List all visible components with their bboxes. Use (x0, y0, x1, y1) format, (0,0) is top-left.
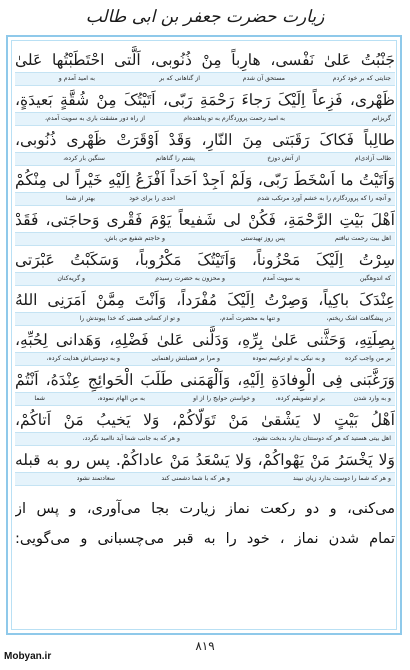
instruction-line-1: می‌کنی، و دو رکعت نماز زیارت بجا می‌آوری، و پس از (15, 501, 395, 517)
translation-band (15, 432, 395, 446)
translation-fragment: به امید آمدم و (58, 75, 95, 82)
page-number: ۸۱۹ (195, 639, 215, 653)
arabic-text: اَهْلَ بَیْتِ الرَّحْمَةِ، فَکُنْ لی شَفیعاً یَوْمَ فَقْری وَحاجَتی، فَقَدْ (15, 211, 395, 229)
translation-fragment: به سویت آمدم (262, 275, 300, 282)
translation-fragment: و حاجتم شفیع من باش، (103, 235, 165, 242)
translation-fragment: بهتر از شما (65, 195, 95, 202)
translation-band (15, 152, 395, 166)
translation-fragment: بر او تشویقم کرده، (275, 395, 325, 402)
arabic-text: وَلا یَخْسَرُ مَنْ یَهْواکُمْ، وَلا یَسْعَدُ مَنْ عاداکُمْ. پس رو به قبله (15, 451, 395, 469)
translation-band (15, 192, 395, 206)
instruction-line-2: تمام شدن نماز ، خود را به قبر می‌چسبانی و می‌گویی: (15, 531, 395, 547)
translation-fragment: بر من واجب کرده (344, 355, 391, 362)
translation-band (15, 392, 395, 406)
translation-fragment: و محزون به حضرت رسیدم (155, 275, 225, 282)
translation-fragment: و تو از کسانی هستی که خدا پیوندش را (79, 315, 180, 322)
prayer-line (15, 86, 395, 126)
site-watermark: Mobyan.ir (4, 651, 52, 662)
translation-fragment: و مرا بر فضیلتش راهنمایی (151, 355, 220, 362)
translation-fragment: جنایتی که بر خود کردم (332, 75, 391, 82)
prayer-line (15, 246, 395, 286)
translation-fragment: اهل بیت رحمت نیافتم (334, 235, 391, 242)
arabic-text: جَنْبُتُ عَلىٰ نَفْسی، هارِباً مِنْ ذُنُوبی، اَلَّتی احْتَطَبْتُها عَلىٰ (15, 51, 395, 69)
page-title: زیارت حضرت جعفر بن ابی طالب (85, 7, 325, 27)
translation-fragment: سعادتمند نشود (76, 475, 115, 482)
arabic-text: عِنْدَکَ باکِیاً، وَصِرْتُ اِلَیْکَ مُفْرَداً، وَاَنْتَ مِمَّنْ اَمَرَنِی اللهُ (15, 291, 395, 309)
prayer-line (15, 166, 395, 206)
prayer-lines (15, 46, 395, 486)
prayer-line (15, 446, 395, 486)
prayer-line (15, 286, 395, 326)
translation-band (15, 72, 395, 86)
translation-fragment: گریزانم (371, 115, 391, 122)
translation-fragment: و تنها به محضرت آمدم، (219, 315, 280, 322)
translation-fragment: و هر که شما را دوست بدارد زیان نبیند (292, 475, 391, 482)
translation-fragment: شما (34, 395, 45, 402)
translation-fragment: از آتش دوزخ (267, 155, 300, 162)
translation-fragment: که اندوهگین (359, 275, 391, 282)
translation-fragment: و آنچه را که پروردگارم را به خشم آورد مرتکب شدم (257, 195, 391, 202)
arabic-text: ظَهْری، فَزِعاً اِلَیْکَ رَجاءَ رَحْمَةِ رَبّی، اَتَیْتُکَ مِنْ شُقَّةٍ بَعیدَةٍ، (15, 91, 395, 109)
translation-band (15, 472, 395, 486)
translation-fragment: و گریه‌کنان (57, 275, 85, 282)
translation-fragment: احدی را برای خود (129, 195, 175, 202)
translation-fragment: اهل بیتی هستید که هر که دوستتان بدارد بدبخت نشود، (252, 435, 391, 442)
translation-band (15, 232, 395, 246)
prayer-line (15, 326, 395, 366)
prayer-line (15, 126, 395, 166)
prayer-line (15, 46, 395, 86)
translation-fragment: از راه دور مشقت باری به سویت آمدم، (45, 115, 145, 122)
prayer-line (15, 206, 395, 246)
translation-fragment: و خواستن حوایج را از او (193, 395, 255, 402)
prayer-line (15, 366, 395, 406)
translation-fragment: به من الهام نموده، (97, 395, 145, 402)
arabic-text: اَهْلُ بَیْتٍ لا یَشْقیٰ مَنْ تَوَلّاکُمْ، وَلا یَخیبُ مَنْ اَتاکُمْ، (15, 411, 395, 429)
translation-fragment: به امید رحمت پروردگارم به تو پناهنده‌ام (183, 115, 285, 122)
arabic-text: سِرْتُ اِلَیْکَ مَحْزُوناً، وَاَتَیْتُکَ مَکْرُوباً، وَسَکَبْتُ عَبْرَتی (15, 251, 395, 269)
arabic-text: وَاَتَیْتُ ما اَسْخَطَ رَبّی، وَلَمْ اَجِدْ اَحَداً اَفْزَعُ اِلَیْهِ خَیْراً لی مِنْکُمْ (15, 171, 395, 189)
translation-fragment: از گناهانی که بر (159, 75, 200, 82)
translation-fragment: و به نیکی به او ترغیبم نموده (252, 355, 325, 362)
translation-fragment: سنگین بار کرده، (63, 155, 105, 162)
prayer-line (15, 406, 395, 446)
page-header (0, 2, 410, 32)
translation-band (15, 312, 395, 326)
arabic-text: طالِباً فَکاکَ رَقَبَتی مِنَ النّارِ، وَقَدْ اَوْقَرَتْ ظَهْری ذُنُوبی، (15, 131, 395, 149)
translation-fragment: طالب آزادی‌ام (354, 155, 391, 162)
translation-fragment: و هر که با شما دشمنی کند (161, 475, 230, 482)
translation-band (15, 352, 395, 366)
translation-band (15, 272, 395, 286)
translation-fragment: پس روز تهیدستی (240, 235, 285, 242)
arabic-text: بِصِلَتِهِ، وَحَثَّنی عَلیٰ بِرِّهِ، وَدَلَّنی عَلیٰ فَضْلِهِ، وَهَدانی لِحُبِّهِ، (15, 331, 395, 349)
translation-fragment: و به وارد شدن (353, 395, 391, 402)
translation-fragment: و به دوستی‌اش هدایت کرده، (46, 355, 120, 362)
translation-fragment: در پیشگاهت اشک ریختم، (326, 315, 391, 322)
translation-band (15, 112, 395, 126)
arabic-text: وَرَغَّبَنی فِی الْوِفادَةِ اِلَیْهِ، وَاَلْهَمَنی طَلَبَ الْحَوائِجِ عِنْدَهُ، اَنْتُمْ (15, 371, 395, 389)
translation-fragment: و هر که به جانب شما آید ناامید نگردد، (82, 435, 180, 442)
translation-fragment: مستحق آن شدم (242, 75, 285, 82)
translation-fragment: پشتم را گناهانم (155, 155, 195, 162)
